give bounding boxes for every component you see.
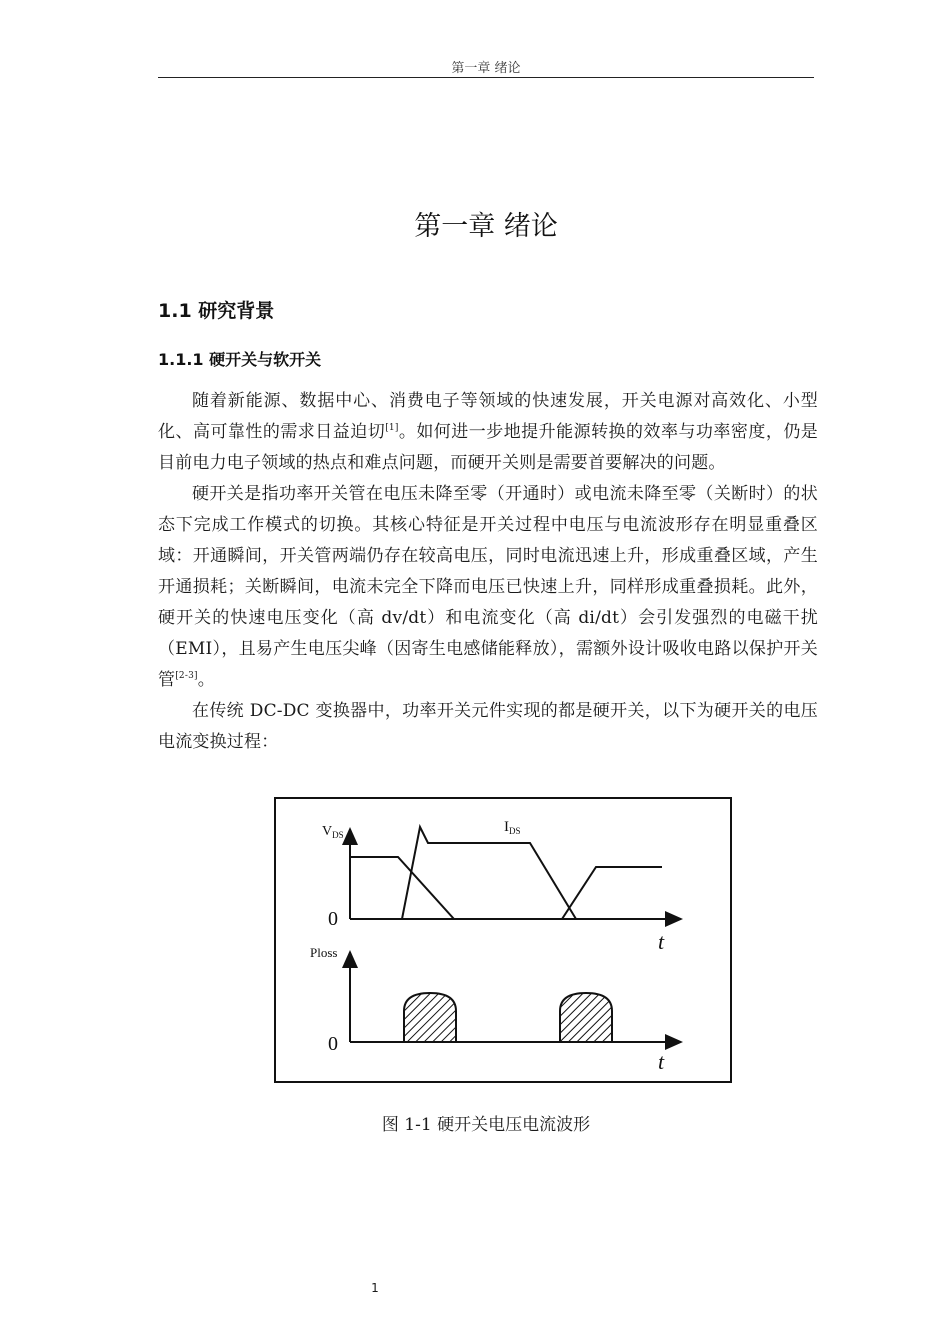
subsection-heading: 1.1.1 硬开关与软开关 — [158, 350, 322, 369]
running-header: 第一章 绪论 — [451, 61, 521, 76]
header-rule — [158, 77, 814, 78]
citation[interactable]: [2-3] — [175, 671, 198, 681]
zero-label-bottom: 0 — [328, 1033, 338, 1055]
figure-hard-switching-waveform — [274, 797, 732, 1083]
ids-waveform — [402, 827, 576, 919]
paragraph — [158, 479, 818, 696]
chapter-title: 第一章 绪论 — [414, 211, 558, 242]
paragraph-text: 。 — [197, 670, 215, 690]
paragraph-text: 。如何进一步地提升能源转换的效率与功率密度，仍是目前电力电子领域的热点和难点问题，而硬开关则是需要首要解决的问题。 — [158, 422, 818, 473]
section-heading: 1.1 研究背景 — [158, 300, 275, 322]
turn-off-loss-area — [560, 993, 612, 1042]
body-text — [158, 386, 818, 758]
paragraph-text: 在传统 DC-DC 变换器中，功率开关元件实现的都是硬开关，以下为硬开关的电压电流变换过程： — [158, 701, 818, 752]
paragraph-text: 硬开关是指功率开关管在电压未降至零（开通时）或电流未降至零（关断时）的状态下完成工作模式的切换。其核心特征是开关过程中电压与电流波形存在明显重叠区域：开通瞬间，开关管两端仍存在较高电压，同时电流迅速上升，形成重叠区域，产生开通损耗；关断瞬间，电流未完全下降而电压已快速上升，同样形成重叠损耗。此外，硬开关的快速电压变化（高 dv/dt）和电流变化（高 di/dt）会引发强烈的电磁干扰（EMI），且易产生电压尖峰（因寄生电感储能释放），需额外设计吸收电路以保护开关管 — [158, 484, 818, 690]
ids-label: $I_{DS}$ — [504, 819, 521, 836]
waveform-diagram — [276, 799, 730, 1081]
turn-on-loss-area — [404, 993, 456, 1042]
paragraph — [158, 696, 818, 758]
ploss-label: Ploss — [310, 945, 338, 960]
citation[interactable]: [1] — [385, 423, 399, 433]
figure-caption: 图 1-1 硬开关电压电流波形 — [381, 1115, 591, 1135]
time-label-bottom: t — [658, 1049, 665, 1074]
vds-waveform — [350, 857, 662, 919]
paragraph — [158, 386, 818, 479]
page-number: 1 — [371, 1281, 379, 1295]
paragraph-text: 随着新能源、数据中心、消费电子等领域的快速发展，开关电源对高效化、小型化、高可靠性的需求日益迫切 — [158, 391, 818, 442]
zero-label-top: 0 — [328, 908, 338, 930]
vds-label: $V_{DS}$ — [322, 824, 344, 840]
time-label-top: t — [658, 929, 665, 954]
